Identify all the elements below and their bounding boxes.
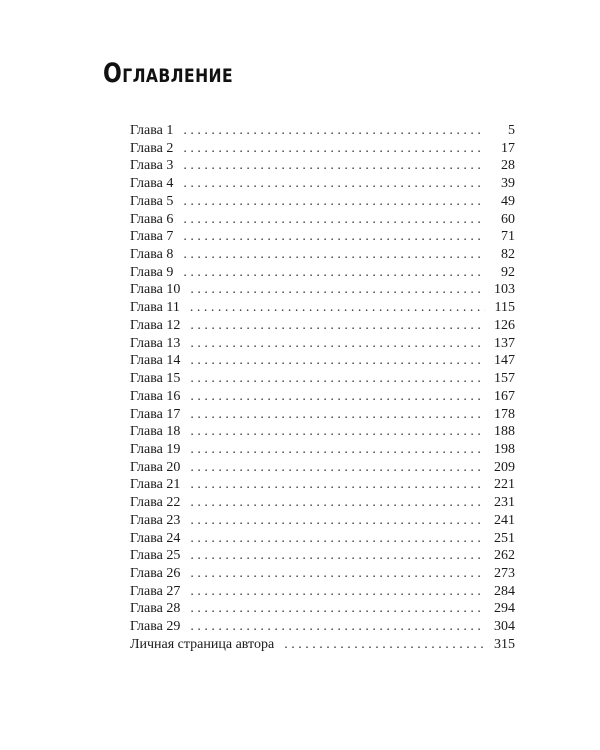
toc-entry[interactable]	[130, 299, 515, 317]
toc-entry-label: Глава 28	[130, 601, 181, 617]
dot-leader	[190, 476, 485, 494]
toc-entry-page-number: 273	[494, 565, 515, 581]
toc-entry-page-number: 147	[494, 353, 515, 369]
toc-entry[interactable]	[130, 618, 515, 636]
toc-entry[interactable]	[130, 423, 515, 441]
toc-entry-page-number: 221	[494, 477, 515, 493]
dot-leader	[183, 193, 485, 211]
dot-leader	[183, 175, 485, 193]
toc-entry-page-number: 137	[494, 335, 515, 351]
dot-leader	[284, 636, 485, 654]
toc-entry[interactable]	[130, 459, 515, 477]
toc-entry[interactable]	[130, 530, 515, 548]
toc-entry-page-number: 28	[501, 158, 515, 174]
toc-entry-page-number: 92	[501, 264, 515, 280]
dot-leader	[190, 512, 485, 530]
toc-entry-page-number: 39	[501, 176, 515, 192]
toc-entry[interactable]	[130, 494, 515, 512]
toc-entry-label: Глава 10	[130, 282, 181, 298]
toc-entry-page-number: 304	[494, 619, 515, 635]
toc-entry-page-number: 262	[494, 548, 515, 564]
toc-entry-page-number: 294	[494, 601, 515, 617]
toc-entry-label: Глава 12	[130, 317, 181, 333]
dot-leader	[183, 140, 485, 158]
dot-leader	[183, 211, 485, 229]
toc-entry-label: Глава 25	[130, 548, 181, 564]
toc-entry-page-number: 115	[494, 300, 515, 316]
dot-leader	[190, 530, 485, 548]
toc-entry-label: Глава 2	[130, 140, 174, 156]
toc-entry[interactable]	[130, 547, 515, 565]
dot-leader	[190, 317, 485, 335]
toc-entry-page-number: 231	[494, 495, 515, 511]
dot-leader	[183, 246, 485, 264]
toc-entry-page-number: 5	[508, 123, 515, 138]
toc-entry[interactable]	[130, 583, 515, 601]
dot-leader	[190, 370, 485, 388]
toc-entry-label: Личная страница автора	[130, 636, 275, 652]
toc-entry-label: Глава 11	[130, 300, 180, 316]
dot-leader	[190, 459, 485, 477]
table-of-contents	[130, 122, 515, 654]
toc-entry-label: Глава 5	[130, 193, 174, 209]
toc-entry-page-number: 315	[494, 636, 515, 652]
toc-entry[interactable]	[130, 228, 515, 246]
toc-entry-label: Глава 13	[130, 335, 181, 351]
dot-leader	[183, 122, 485, 140]
toc-entry[interactable]	[130, 441, 515, 459]
dot-leader	[190, 547, 485, 565]
toc-entry[interactable]	[130, 317, 515, 335]
dot-leader	[190, 281, 485, 299]
toc-entry[interactable]	[130, 246, 515, 264]
toc-entry-page-number: 17	[501, 140, 515, 156]
toc-entry-label: Глава 20	[130, 459, 181, 475]
toc-entry-page-number: 209	[494, 459, 515, 475]
toc-entry[interactable]	[130, 140, 515, 158]
toc-entry[interactable]	[130, 406, 515, 424]
dot-leader	[190, 494, 485, 512]
toc-entry-label: Глава 17	[130, 406, 181, 422]
toc-entry-label: Глава 8	[130, 247, 174, 263]
toc-entry-page-number: 82	[501, 247, 515, 263]
toc-entry[interactable]	[130, 352, 515, 370]
toc-entry-page-number: 167	[494, 388, 515, 404]
dot-leader	[190, 388, 485, 406]
toc-entry[interactable]	[130, 476, 515, 494]
toc-entry-page-number: 284	[494, 583, 515, 599]
toc-entry[interactable]	[130, 211, 515, 229]
toc-entry[interactable]	[130, 193, 515, 211]
dot-leader	[183, 157, 485, 175]
dot-leader	[190, 618, 485, 636]
toc-entry[interactable]	[130, 512, 515, 530]
toc-entry-page-number: 241	[494, 512, 515, 528]
toc-entry[interactable]	[130, 335, 515, 353]
dot-leader	[190, 441, 485, 459]
toc-entry-label: Глава 15	[130, 371, 181, 387]
toc-entry[interactable]	[130, 281, 515, 299]
toc-entry[interactable]	[130, 600, 515, 618]
toc-entry-label: Глава 27	[130, 583, 181, 599]
dot-leader	[190, 406, 485, 424]
toc-entry[interactable]	[130, 636, 515, 654]
page-title: Оглавление	[103, 58, 234, 89]
toc-entry[interactable]	[130, 370, 515, 388]
dot-leader	[190, 565, 485, 583]
toc-entry-label: Глава 29	[130, 619, 181, 635]
toc-entry-label: Глава 1	[130, 123, 174, 138]
toc-entry-page-number: 49	[501, 193, 515, 209]
dot-leader	[190, 335, 485, 353]
toc-entry-label: Глава 22	[130, 495, 181, 511]
toc-entry[interactable]	[130, 388, 515, 406]
toc-entry[interactable]	[130, 157, 515, 175]
toc-entry-label: Глава 9	[130, 264, 174, 280]
toc-entry-label: Глава 26	[130, 565, 181, 581]
dot-leader	[183, 228, 485, 246]
toc-entry-label: Глава 16	[130, 388, 181, 404]
toc-entry-page-number: 71	[501, 229, 515, 245]
toc-entry-page-number: 126	[494, 317, 515, 333]
dot-leader	[190, 299, 485, 317]
dot-leader	[183, 264, 485, 282]
toc-entry-label: Глава 18	[130, 424, 181, 440]
toc-entry-label: Глава 7	[130, 229, 174, 245]
toc-entry-page-number: 251	[494, 530, 515, 546]
toc-entry-page-number: 60	[501, 211, 515, 227]
toc-entry-page-number: 198	[494, 441, 515, 457]
toc-entry[interactable]	[130, 122, 515, 140]
toc-entry-label: Глава 23	[130, 512, 181, 528]
toc-entry-page-number: 103	[494, 282, 515, 298]
toc-entry-page-number: 188	[494, 424, 515, 440]
dot-leader	[190, 583, 485, 601]
toc-entry-label: Глава 19	[130, 441, 181, 457]
toc-entry-page-number: 157	[494, 371, 515, 387]
toc-entry[interactable]	[130, 264, 515, 282]
toc-entry-label: Глава 21	[130, 477, 181, 493]
dot-leader	[190, 352, 485, 370]
toc-entry[interactable]	[130, 175, 515, 193]
toc-entry-label: Глава 3	[130, 158, 174, 174]
toc-entry-label: Глава 6	[130, 211, 174, 227]
toc-entry-label: Глава 14	[130, 353, 181, 369]
toc-entry-page-number: 178	[494, 406, 515, 422]
dot-leader	[190, 423, 485, 441]
dot-leader	[190, 600, 485, 618]
toc-entry-label: Глава 24	[130, 530, 181, 546]
toc-entry[interactable]	[130, 565, 515, 583]
toc-entry-label: Глава 4	[130, 176, 174, 192]
